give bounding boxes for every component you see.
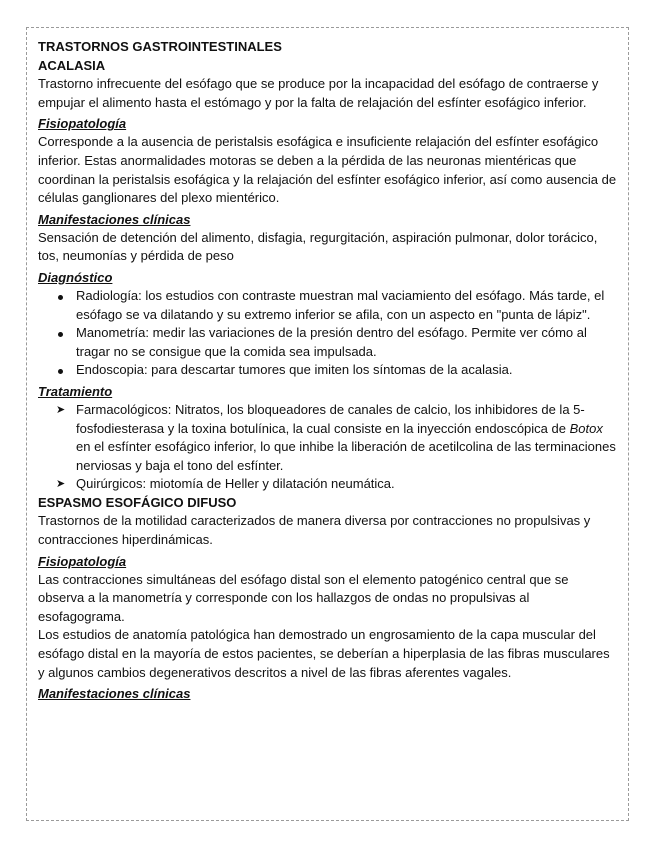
diagnostico-list — [38, 287, 618, 380]
document-title: TRASTORNOS GASTROINTESTINALES — [38, 39, 282, 54]
list-item: Radiología: los estudios con contraste muestran mal vaciamiento del esófago. Más tarde, el esófago se va dilatando y su extremo inferior se afila, con un aspecto en "punta de lápiz". — [38, 287, 618, 324]
arrow-bullet-icon: ➤ — [56, 478, 66, 491]
espasmo-fisiopatologia-heading: Fisiopatología — [38, 553, 127, 569]
list-item: Manometría: medir las variaciones de la presión dentro del esófago. Permite ver cómo al tragar no se consigue que la comida sea impulsada. — [38, 324, 618, 361]
tratamiento-list — [38, 401, 618, 494]
section-heading-espasmo: ESPASMO ESOFÁGICO DIFUSO — [38, 494, 237, 510]
acalasia-manifestaciones-text: Sensación de detención del alimento, disfagia, regurgitación, aspiración pulmonar, dolor torácico, tos, neumonías y pérdida de peso — [38, 229, 598, 264]
list-item — [38, 475, 618, 494]
espasmo-fisiopatologia-text-1: Las contracciones simultáneas del esófago distal son el elemento patogénico central que se observa a la manometría y corresponde con los hallazgos de ondas no propulsivas al esofagograma. — [38, 571, 569, 624]
tratamiento-text-b: en el esfínter esofágico inferior, lo que inhibe la liberación de acetilcolina de las terminaciones nerviosas y baja el tono del esfínter. — [76, 439, 616, 473]
espasmo-intro: Trastornos de la motilidad caracterizados de manera diversa por contracciones no propulsivas y contracciones hiperdinámicas. — [38, 513, 591, 548]
espasmo-manifestaciones-heading: Manifestaciones clínicas — [38, 686, 191, 702]
document-body — [38, 38, 618, 703]
acalasia-manifestaciones-heading: Manifestaciones clínicas — [38, 211, 191, 227]
list-item — [38, 401, 618, 475]
tratamiento-text-a: Farmacológicos: Nitratos, los bloqueadores de canales de calcio, los inhibidores de la 5-fosfodiesterasa y la toxina botulínica, la cual consiste en la inyección endoscópica de — [76, 401, 585, 436]
espasmo-fisiopatologia-text-2: Los estudios de anatomía patológica han demostrado un engrosamiento de la capa muscular del esófago distal en la mayoría de estos pacientes, se deberían a hiperplasia de las fibras musculares y algunos cambios degenerativos descritos a nivel de las fibras aferentes vagales. — [38, 627, 610, 680]
acalasia-fisiopatologia-heading: Fisiopatología — [38, 116, 127, 132]
acalasia-intro: Trastorno infrecuente del esófago que se produce por la incapacidad del esófago de contraerse y empujar el alimento hasta el estómago y por la falta de relajación del esfínter esofágico inferior. — [38, 76, 599, 110]
botox-term: Botox — [569, 420, 603, 436]
acalasia-diagnostico-heading: Diagnóstico — [38, 269, 113, 285]
section-heading-acalasia: ACALASIA — [38, 57, 106, 73]
acalasia-tratamiento-heading: Tratamiento — [38, 383, 113, 399]
acalasia-fisiopatologia-text: Corresponde a la ausencia de peristalsis esofágica e insuficiente relajación del esfínter esofágico inferior. Estas anormalidades motoras se deben a la pérdida de las neuronas mientéricas que coordinan la peristalsis esofágica y la relajación del esfínter esofágico inferior, así como ausencia de células ganglionares del plexo mientérico. — [38, 134, 617, 206]
tratamiento-quirurgico-text: Quirúrgicos: miotomía de Heller y dilatación neumática. — [76, 476, 395, 492]
arrow-bullet-icon: ➤ — [56, 403, 66, 416]
list-item: Endoscopia: para descartar tumores que imiten los síntomas de la acalasia. — [38, 361, 618, 380]
